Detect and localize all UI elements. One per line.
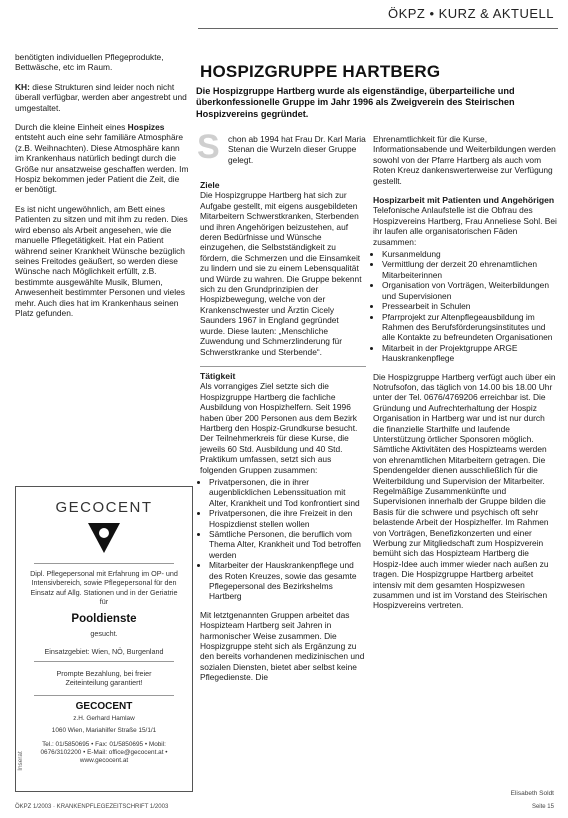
list-item: • Sämtliche Personen, die beruflich vom Thema Alter, Krankheit und Tod betroffen werden: [209, 529, 366, 560]
ad-pooldienste: Pooldienste: [71, 613, 137, 625]
footer-page-number: Seite 15: [531, 804, 554, 810]
sidebar-paragraph-1: benötigten individuellen Pflegeprodukte, Bettwäsche, etc im Raum.: [15, 52, 164, 73]
ad-vertical-note: Inserat: [17, 751, 24, 771]
ad-owner: z.H. Gerhard Hamlaw: [73, 715, 135, 722]
footer-left: ÖKPZ 1/2003 · KRANKENPFLEGEZEITSCHRIFT 1/2003: [15, 804, 169, 810]
sidebar-p3-b: entsteht auch eine sehr familiäre Atmosphäre (z.B. Weihnachten). Diese Atmosphäre kann im Krankenhaus natürlich bedingt durch die Größe nur ansatzweise geschaffen werden. Im Hospiz bekommen jeder Patient die Zeit, die er benötigt.: [15, 132, 189, 195]
taetigkeit-rule: [200, 366, 366, 367]
column-2-outro: Die Hospizgruppe Hartberg verfügt auch über ein Notrufsofon, das täglich von 14.00 bis 18.00 Uhr unter der Tel. 0676/4769206 erreichbar ist. Die Gründung und Aufrechterhaltung der Hospiz Organisation in Hartberg war und ist nur durch die finanzielle Starthilfe und laufende Unterstützung örtlicher Sponsoren möglich. Sämtliche Aktivitäten des Hospizteams werden von ehrenamtlichen Mitarbeitern getragen. Die Spendengelder dienen ausschließlich für die Weiterbildung und Supervision der Mitarbeiter. Regelmäßige Zusammenkünfte und Supervisionen innerhalb der Gruppe bilden die Basis für die schwere und psychisch oft sehr belastende Arbeit der Hospizhelfer. Im Rahmen von Vorträgen, Benefizkonzerten und einer Werbung zur Mitgliedschaft zum Hospizverein bemüht sich das Hospizteam Hartberg die Hospiz-Idee auch immer wieder nach außen zu tragen. Die Hospizgruppe Hartberg arbeitet intensiv mit dem gesamten Hospizwesen zusammen und ist im Vorstand des Steirischen Hospizvereins vertreten.: [373, 371, 556, 611]
ad-description: Dipl. Pflegepersonal mit Erfahrung im OP- und Intensivbereich, sowie Pflegepersonal für den Einsatz auf Allg. Stationen und in der Geriatrie für: [30, 569, 178, 607]
article-title: HOSPIZGRUPPE HARTBERG: [200, 62, 441, 81]
header-rule: [198, 28, 558, 29]
ad-divider-mid: [34, 661, 174, 662]
angehoerige-heading: Hospizarbeit mit Patienten und Angehörigen: [373, 195, 555, 206]
list-item: • Vermittlung der derzeit 20 ehrenamtlichen Mitarbeiterinnen: [382, 259, 558, 280]
article-column-2: [373, 134, 558, 620]
sidebar-paragraph-3: [15, 122, 189, 195]
ad-contact: Tel.: 01/5850695 • Fax: 01/5850695 • Mobil: 0676/3102200 • E-Mail: office@gecocent.at • www.gecocent.at: [40, 741, 168, 764]
sidebar-p3-a: Durch die kleine Einheit eines: [15, 122, 128, 133]
sidebar-kh-label: KH:: [15, 81, 30, 92]
angehoerige-text: Telefonische Anlaufstelle ist die Obfrau des Hospizvereins Hartberg, Frau Anneliese Sohl. Bei ihr laufen alle organisatorischen Fäden zusammen:: [373, 205, 557, 247]
list-item: • Organisation von Vorträgen, Weiterbildungen und Supervisionen: [382, 280, 558, 301]
ad-divider-lower: [34, 695, 174, 696]
sidebar-hospiz-bold: Hospizes: [127, 122, 165, 133]
article-signature: Elisabeth Soldt: [510, 790, 554, 797]
taetigkeit-heading: Tätigkeit: [200, 370, 236, 381]
ad-gesucht: gesucht.: [90, 629, 118, 638]
ad-brand-logo: GECOCENT: [55, 499, 153, 516]
article-column-1: [228, 134, 366, 174]
ad-address: 1060 Wien, Mariahilfer Straße 15/1/1: [51, 727, 157, 734]
taetigkeit-outro: Mit letztgenannten Gruppen arbeitet das Hospizteam Hartberg seit Jahren in harmonischer Weise zusammen. Die Hospizgruppe steht sich als Ergänzung zu den bereits vorhandenen medizinischen und sozialen Diensten, bietet aber selbst keine Pflegedienste. Die: [200, 609, 365, 683]
ziele-text: Die Hospizgruppe Hartberg hat sich zur Aufgabe gestellt, mit eigens ausgebildeten Mitarbeitern Schwerstkranken, Sterbenden und ihren Angehörigen beizustehen, auf deren Bedürfnisse und Wünsche einzugehen, die Selbstständigkeit zu fördern, die Schmerzen und die Einsamkeit zu lindern und sie zu einem Lebensqualität und Würde zu wahren. Die Gruppe bekennt sich zu den Grundprinzipien der Hospizbewegung, welche von der Krankenschwester und Ärztin Cicely Saunders 1967 in England gegründet wurde. Diese lauten: „Menschliche Zuwendung und Schmerzlinderung für Schwerstkranke und Sterbende“.: [200, 190, 362, 357]
gecocent-advertisement: [15, 486, 193, 792]
section-header: ÖKPZ • KURZ & AKTUELL: [387, 6, 554, 21]
article-column-1-body: [200, 180, 366, 692]
angehoerige-list: [373, 249, 558, 363]
article-intro: chon ab 1994 hat Frau Dr. Karl Maria Stenan die Wurzeln dieser Gruppe gelegt.: [228, 134, 366, 165]
ad-logo-mark-icon: [86, 521, 122, 555]
sidebar-paragraph-4: Es ist nicht ungewöhnlich, am Bett eines Patienten zu sitzen und mit ihm zu reden. Dies wird ebenso als Arbeit angesehen, wie die manuelle Pflegetätigkeit. Hat ein Patient während seiner Krankheit Wünsche bezüglich seines Freitodes geäußert, so werden diese Wünsche nach Möglichkeit erfüllt, z.B. bestimmte ausgewählte Musik, Blumen, Anwesenheit bestimmter Personen und vieles mehr. Auch dies hat im Krankenhaus seinen Platz gefunden.: [15, 203, 188, 318]
ziele-heading: Ziele: [200, 180, 220, 190]
sidebar-paragraph-2: [15, 82, 189, 113]
column-2-intro: Ehrenamtlichkeit für die Kurse, Informationsabende und Weiterbildungen werden sowohl von der Pfarre Hartberg als auch vom Roten Kreuz dankenswerterweise zur Verfügung gestellt.: [373, 134, 556, 186]
ad-payment: Prompte Bezahlung, bei freier Zeiteinteilung garantiert!: [56, 669, 152, 688]
ad-divider-top: [34, 563, 174, 564]
sidebar-text: [15, 52, 189, 327]
taetigkeit-list: [200, 477, 366, 602]
list-item: • Pfarrprojekt zur Altenpflegeausbildung im Rahmen des Berufsförderungsinstitutes und alle Kontakte zu befreundeten Organisationen: [382, 312, 558, 343]
list-item: • Privatpersonen, die in ihrer augenblicklichen Lebenssituation mit Alter, Krankheit und Tod konfrontiert sind: [209, 477, 366, 508]
list-item: • Privatpersonen, die ihre Freizeit in den Hospizdienst stellen wollen: [209, 508, 366, 529]
list-item: • Pressearbeit in Schulen: [382, 301, 558, 311]
list-item: • Mitarbeit in der Projektgruppe ARGE Hauskrankenpflege: [382, 343, 558, 364]
ad-region: Einsatzgebiet: Wien, NÖ, Burgenland: [44, 647, 164, 656]
list-item: • Mitarbeiter der Hauskrankenpflege und des Roten Kreuzes, sowie das gesamte Pflegepersonal des Bezirkshelms Hartberg: [209, 560, 366, 602]
list-item: • Kursanmeldung: [382, 249, 558, 259]
taetigkeit-text: Als vorrangiges Ziel setzte sich die Hospizgruppe Hartberg die fachliche Ausbildung von Hospizhelfern. Seit 1996 haben über 200 Personen aus dem Bezirk Hartberg den Hospiz-Grundkurse besucht. Der Teilnehmerkreis für diese Kurse, die jeweils 60 Std. Ausbildung und 40 Std. Praktikum umfassen, setzt sich aus folgenden Gruppen zusammen:: [200, 381, 358, 475]
ad-brand-secondary: GECOCENT: [75, 701, 133, 712]
article-lead: Die Hospizgruppe Hartberg wurde als eigenständige, überparteiliche und überkonfessionelle Gruppe im Jahr 1996 als Zweigverein des Steirischen Hospizvereins gegründet.: [196, 86, 515, 119]
article-dropcap: S: [197, 128, 220, 166]
sidebar-kh-text: diese Strukturen sind leider noch nicht überall verfügbar, werden aber angestrebt und umgestaltet.: [15, 81, 187, 113]
